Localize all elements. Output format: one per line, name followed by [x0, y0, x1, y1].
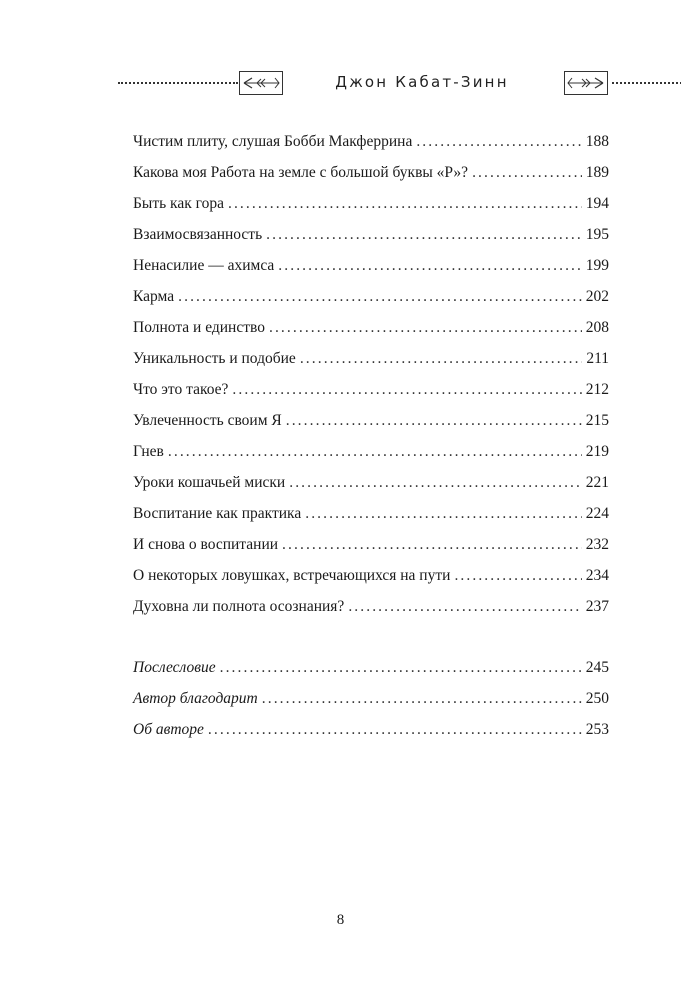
toc-entry[interactable] — [133, 350, 609, 381]
toc-entry-title: Гнев — [133, 443, 164, 460]
toc-entry-title: Взаимосвязанность — [133, 226, 263, 243]
toc-entry-page: 188 — [585, 133, 609, 150]
toc-entry[interactable] — [133, 567, 609, 598]
toc-dot-leader — [278, 257, 581, 275]
toc-entry-page: 199 — [585, 257, 609, 274]
toc-dot-leader — [472, 164, 582, 182]
toc-dot-leader — [282, 536, 582, 554]
toc-entry-title: Воспитание как практика — [133, 505, 302, 522]
toc-dot-leader — [232, 381, 581, 399]
toc-entry[interactable] — [133, 443, 609, 474]
toc-entry-page: 189 — [585, 164, 609, 181]
toc-dot-leader — [178, 288, 582, 306]
toc-entry[interactable] — [133, 474, 609, 505]
toc-entry[interactable] — [133, 381, 609, 412]
toc-entry-title: Уроки кошачьей миски — [133, 474, 286, 491]
toc-entry-page: 245 — [585, 659, 609, 676]
toc-entry-page: 224 — [585, 505, 609, 522]
toc-entry-page: 211 — [586, 350, 609, 367]
table-of-contents — [133, 133, 609, 752]
toc-entry-title: Полнота и единство — [133, 319, 265, 336]
header-author: Джон Кабат-Зинн — [335, 73, 509, 91]
toc-dot-leader — [286, 412, 582, 430]
toc-entry-title: Карма — [133, 288, 175, 305]
toc-entry-page: 221 — [585, 474, 609, 491]
toc-entry-title: Автор благодарит — [133, 690, 258, 707]
toc-entry-page: 215 — [585, 412, 609, 429]
toc-dot-leader — [454, 567, 581, 585]
toc-entry-back-matter[interactable] — [133, 690, 609, 721]
toc-entry[interactable] — [133, 133, 609, 164]
toc-entry[interactable] — [133, 319, 609, 350]
toc-dot-leader — [305, 505, 582, 523]
toc-dot-leader — [300, 350, 583, 368]
toc-entry-title: Уникальность и подобие — [133, 350, 296, 367]
toc-entry[interactable] — [133, 536, 609, 567]
toc-entry-page: 219 — [585, 443, 609, 460]
toc-entry[interactable] — [133, 195, 609, 226]
toc-entry-title: Быть как гора — [133, 195, 224, 212]
toc-entry-title: Какова моя Работа на земле с большой буквы «Р»? — [133, 164, 469, 181]
toc-entry-page: 195 — [585, 226, 609, 243]
toc-dot-leader — [262, 690, 582, 708]
toc-entry-title: Ненасилие — ахимса — [133, 257, 275, 274]
toc-dot-leader — [266, 226, 582, 244]
toc-entry-title: Об авторе — [133, 721, 204, 738]
toc-dot-leader — [348, 598, 581, 616]
toc-entry-page: 234 — [585, 567, 609, 584]
toc-dot-leader — [289, 474, 582, 492]
toc-entry[interactable] — [133, 598, 609, 629]
toc-entry-back-matter[interactable] — [133, 721, 609, 752]
toc-entry[interactable] — [133, 505, 609, 536]
toc-dot-leader — [220, 659, 582, 677]
arrow-ornament-right-icon — [564, 71, 608, 95]
toc-entry-title: Послесловие — [133, 659, 216, 676]
arrow-ornament-left-icon — [239, 71, 283, 95]
toc-entry[interactable] — [133, 412, 609, 443]
toc-entry-title: Чистим плиту, слушая Бобби Макферрина — [133, 133, 413, 150]
running-header — [118, 70, 563, 96]
toc-entry-title: Увлеченность своим Я — [133, 412, 282, 429]
toc-entry-page: 232 — [585, 536, 609, 553]
toc-entry-page: 237 — [585, 598, 609, 615]
toc-entry-page: 212 — [585, 381, 609, 398]
toc-dot-leader — [269, 319, 582, 337]
toc-entry[interactable] — [133, 226, 609, 257]
header-dotted-rule-right — [612, 82, 681, 84]
toc-dot-leader — [228, 195, 582, 213]
toc-entry-page: 250 — [585, 690, 609, 707]
page-number: 8 — [336, 912, 345, 928]
toc-entry-title: Что это такое? — [133, 381, 229, 398]
toc-entry-title: О некоторых ловушках, встречающихся на пути — [133, 567, 451, 584]
header-dotted-rule-left — [118, 82, 238, 84]
toc-entry-page: 208 — [585, 319, 609, 336]
toc-entry-page: 253 — [585, 721, 609, 738]
toc-entry-page: 202 — [585, 288, 609, 305]
toc-entry[interactable] — [133, 288, 609, 319]
toc-entry-title: И снова о воспитании — [133, 536, 279, 553]
toc-entry[interactable] — [133, 164, 609, 195]
toc-entry-title: Духовна ли полнота осознания? — [133, 598, 345, 615]
toc-entry-back-matter[interactable] — [133, 659, 609, 690]
toc-entry[interactable] — [133, 257, 609, 288]
section-gap — [133, 629, 609, 659]
toc-dot-leader — [168, 443, 582, 461]
toc-dot-leader — [208, 721, 582, 739]
toc-dot-leader — [416, 133, 581, 151]
toc-entry-page: 194 — [585, 195, 609, 212]
